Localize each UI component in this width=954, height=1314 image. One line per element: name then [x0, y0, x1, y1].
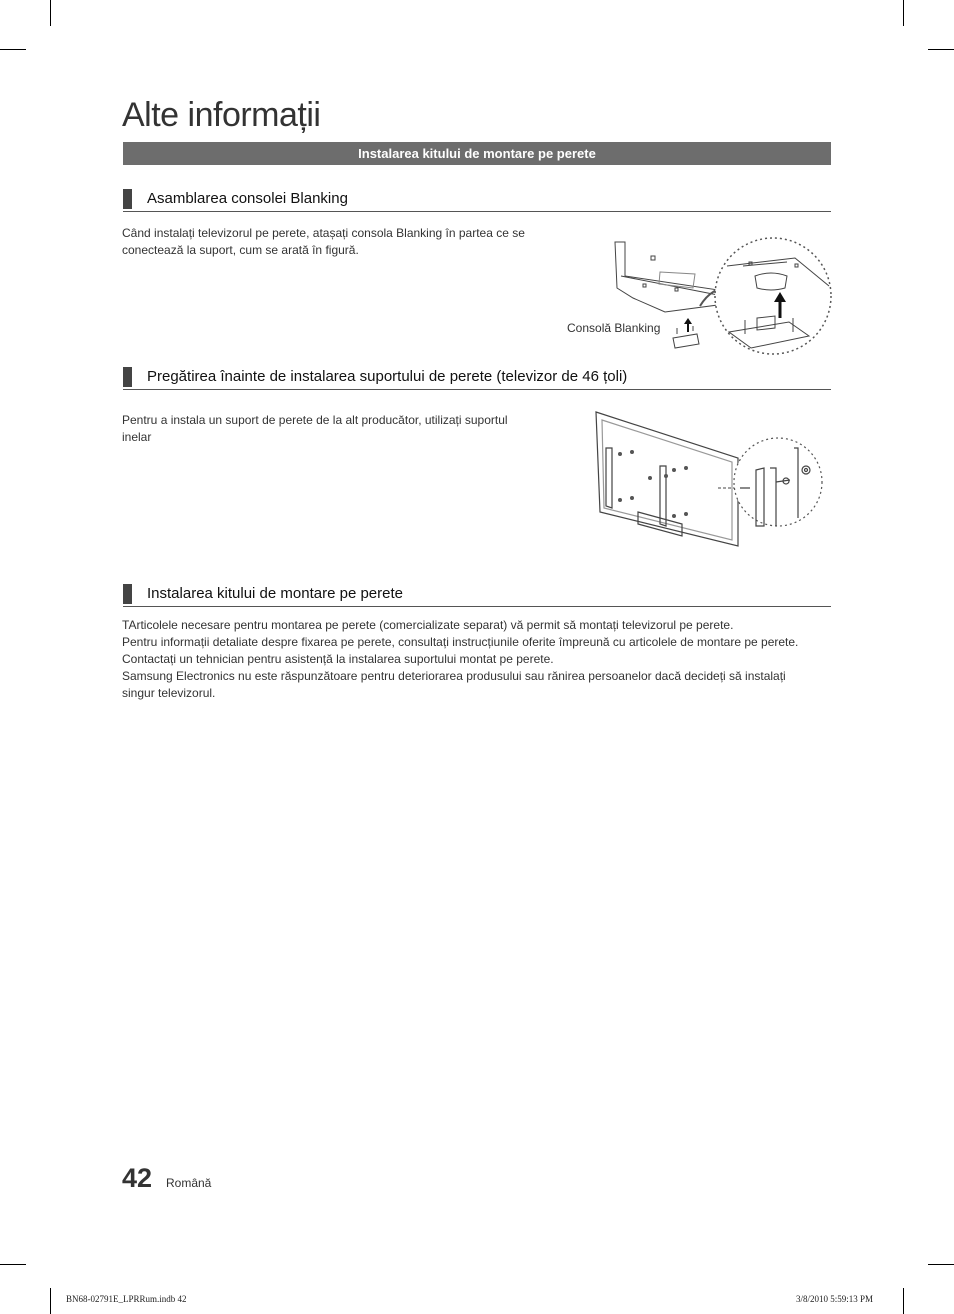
- crop-mark: [0, 1264, 26, 1265]
- heading-marker: [123, 584, 132, 604]
- text-line: Când instalați televizorul pe perete, atașați consola Blanking în partea ce se: [122, 226, 525, 240]
- text-line: inelar: [122, 430, 152, 444]
- text-line: Pentru a instala un suport de perete de la alt producător, utilizați suportul: [122, 413, 508, 427]
- crop-mark: [50, 0, 51, 26]
- crop-mark: [928, 1264, 954, 1265]
- crop-mark: [50, 1288, 51, 1314]
- text-line: TArticolele necesare pentru montarea pe perete (comercializate separat) vă permit să montați televizorul pe perete.: [122, 618, 734, 632]
- heading-marker: [123, 189, 132, 209]
- section-heading-blanking: [123, 188, 831, 212]
- text-line: singur televizorul.: [122, 686, 216, 700]
- page-language: Română: [166, 1176, 212, 1190]
- page-title: Alte informații: [122, 96, 321, 134]
- section-banner: Instalarea kitului de montare pe perete: [123, 142, 831, 165]
- text-line: Contactați un tehnician pentru asistență la instalarea suportului montat pe perete.: [122, 652, 554, 666]
- section-heading-label: Instalarea kitului de montare pe perete: [147, 585, 403, 602]
- section-heading-label: Asamblarea consolei Blanking: [147, 190, 348, 207]
- section-heading-installation: [123, 583, 831, 607]
- text-line: Samsung Electronics nu este răspunzătoare pentru deteriorarea produsului sau rănirea persoanelor dacă decideți să instalați: [122, 669, 786, 683]
- text-line: Pentru informații detaliate despre fixarea pe perete, consultați instrucțiunile oferite împreună cu articolele de montare pe perete.: [122, 635, 799, 649]
- text-line: conectează la suport, cum se arată în figură.: [122, 243, 359, 257]
- crop-mark: [0, 49, 26, 50]
- wall-mount-preparation-illustration: [590, 408, 826, 552]
- print-slug-file: BN68-02791E_LPRRum.indb 42: [66, 1294, 187, 1304]
- section-heading-preparation: [123, 366, 831, 390]
- page-number: 42: [122, 1163, 153, 1193]
- print-slug-datetime: 3/8/2010 5:59:13 PM: [796, 1294, 874, 1304]
- crop-mark: [903, 0, 904, 26]
- blanking-bracket-illustration: [605, 236, 835, 358]
- crop-mark: [928, 49, 954, 50]
- crop-mark: [903, 1288, 904, 1314]
- paragraph-preparation: [122, 412, 508, 446]
- paragraph-blanking: [122, 225, 525, 259]
- heading-marker: [123, 367, 132, 387]
- figure-label-blanking: Consolă Blanking: [567, 321, 661, 335]
- paragraph-installation: [122, 617, 798, 702]
- section-heading-label: Pregătirea înainte de instalarea suportului de perete (televizor de 46 țoli): [147, 368, 628, 385]
